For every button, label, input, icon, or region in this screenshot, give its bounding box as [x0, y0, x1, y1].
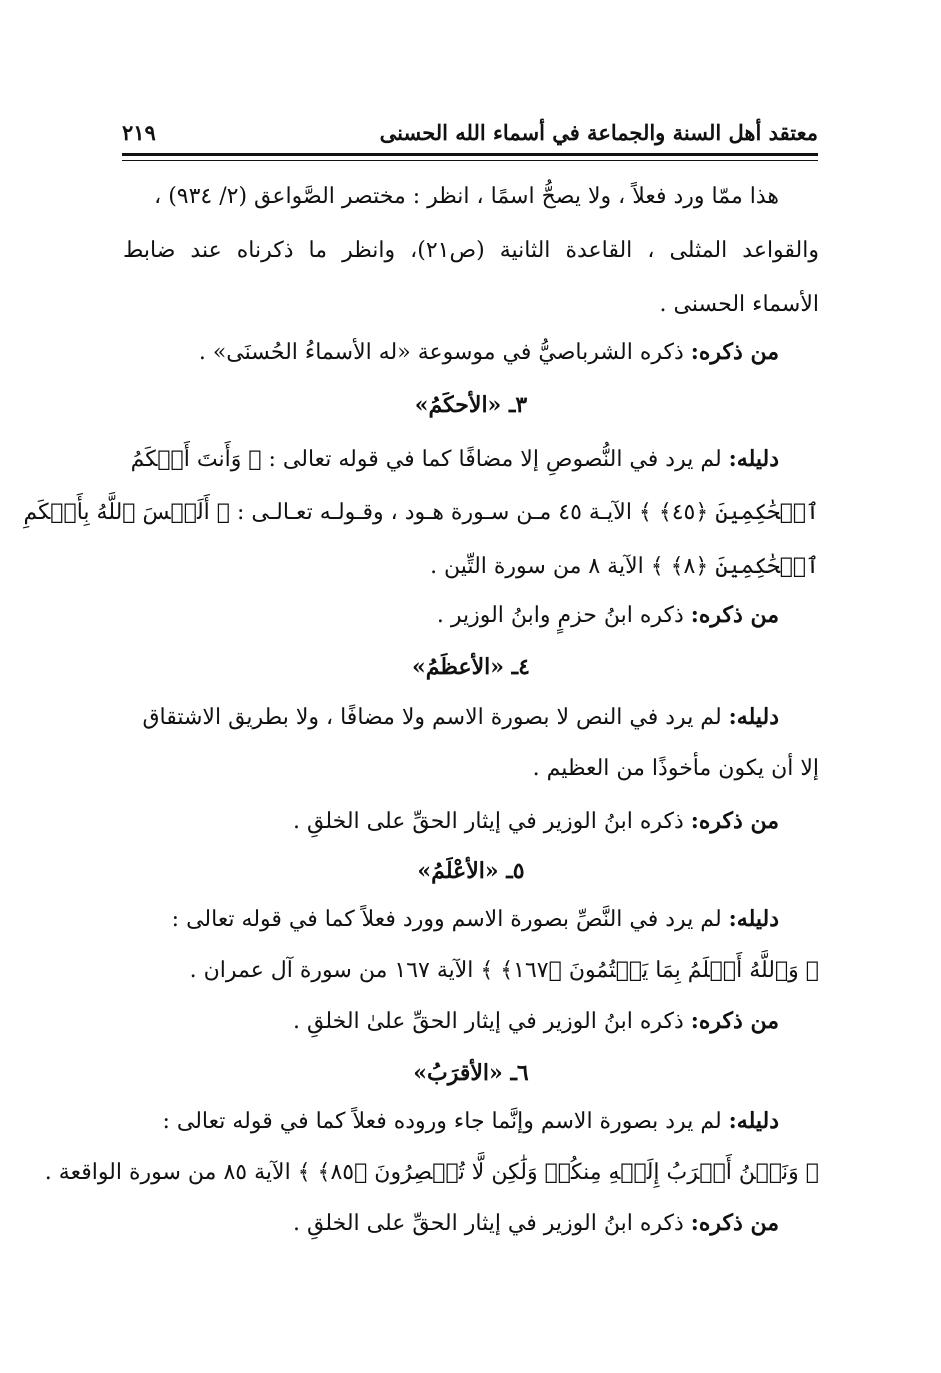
evidence-text: لم يرد في النص لا بصورة الاسم ولا مضافًا ، ولا بطريق الاشتقاق [142, 705, 729, 730]
section3-evidence-line-1 [131, 432, 779, 487]
section3-evidence-line-3: ٱلۡحَٰكِمِينَ ﴿٨﴾ ﴾ الآية ٨ من سورة التِّين . [430, 554, 819, 579]
mentioned-label: من ذكره: [690, 339, 779, 365]
intro-mentioned [199, 325, 779, 380]
section3-mentioned [437, 588, 779, 643]
section6-mentioned [293, 1196, 779, 1251]
section6-evidence-line-1 [162, 1094, 779, 1149]
section-heading-3: ٣ـ «الأحكَمُ» [414, 392, 528, 418]
mentioned-label: من ذكره: [690, 808, 779, 834]
mentioned-text: ذكره الشرباصيُّ في موسوعة «له الأسماءُ الحُسنَى» . [198, 340, 691, 365]
section4-evidence-line-2: إلا أن يكون مأخوذًا من العظيم . [532, 756, 819, 781]
section6-evidence-line-2: ﴿ وَنَحۡنُ أَقۡرَبُ إِلَيۡهِ مِنكُمۡ وَلَٰكِن لَّا تُبۡصِرُونَ ﴿٨٥﴾ ﴾ الآية ٨٥ من سورة الواقعة . [44, 1160, 819, 1185]
mentioned-label: من ذكره: [690, 1210, 779, 1236]
evidence-text: لم يرد في النَّصِّ بصورة الاسم وورد فعلاً كما في قوله تعالى : [171, 907, 729, 932]
evidence-text: لم يرد بصورة الاسم وإنَّما جاء وروده فعلاً كما في قوله تعالى : [162, 1109, 729, 1134]
intro-line-2: والقواعد المثلى ، القاعدة الثانية (ص٢١)، وانظر ما ذكرناه عند ضابط [123, 238, 819, 263]
mentioned-label: من ذكره: [690, 602, 779, 628]
section5-evidence-line-1 [172, 892, 779, 947]
page-number: ٢١٩ [122, 120, 156, 145]
section3-evidence-line-2: ٱلۡحَٰكِمِينَ ﴿٤٥﴾ ﴾ الآيـة ٤٥ مـن سـورة هـود ، وقـولـه تعـالـى : ﴿ أَلَيۡسَ ٱللَّهُ بِأَحۡكَمِ [23, 500, 819, 525]
evidence-label: دليله: [728, 906, 779, 932]
page-body [23, 170, 819, 1250]
mentioned-text: ذكره ابنُ الوزير في إيثار الحقِّ على الخلقِ . [293, 809, 691, 834]
section-heading-6: ٦ـ «الأقرَبُ» [413, 1060, 529, 1086]
header-rule-thin [122, 160, 818, 161]
evidence-label: دليله: [728, 704, 779, 730]
section-heading-5: ٥ـ «الأعْلَمُ» [417, 858, 525, 884]
running-header [122, 118, 818, 154]
header-rule-thick [122, 153, 818, 156]
section5-mentioned [293, 994, 779, 1049]
mentioned-label: من ذكره: [690, 1008, 779, 1034]
section4-evidence-line-1 [142, 690, 779, 745]
intro-line-3: الأسماء الحسنى . [659, 292, 819, 317]
running-title: معتقد أهل السنة والجماعة في أسماء الله الحسنى [379, 120, 818, 145]
evidence-text: لم يرد في النُّصوصِ إلا مضافًا كما في قوله تعالى : ﴿ وَأَنتَ أَحۡكَمُ [130, 447, 729, 472]
evidence-label: دليله: [728, 1108, 779, 1134]
evidence-label: دليله: [728, 446, 779, 472]
section-heading-4: ٤ـ «الأعظَمُ» [412, 654, 530, 680]
mentioned-text: ذكره ابنُ الوزير في إيثار الحقِّ على الخلقِ . [293, 1211, 691, 1236]
section4-mentioned [293, 794, 779, 849]
intro-line-1: هذا ممّا ورد فعلاً ، ولا يصحُّ اسمًا ، انظر : مختصر الصَّواعق (٢/ ٩٣٤) ، [154, 184, 779, 209]
section5-evidence-line-2: ﴿ وَٱللَّهُ أَعۡلَمُ بِمَا يَكۡتُمُونَ ﴿١٦٧﴾ ﴾ الآية ١٦٧ من سورة آل عمران . [189, 958, 819, 983]
mentioned-text: ذكره ابنُ حزمٍ وابنُ الوزير . [436, 603, 691, 628]
mentioned-text: ذكره ابنُ الوزير في إيثار الحقِّ علىٰ الخلقِ . [293, 1009, 691, 1034]
